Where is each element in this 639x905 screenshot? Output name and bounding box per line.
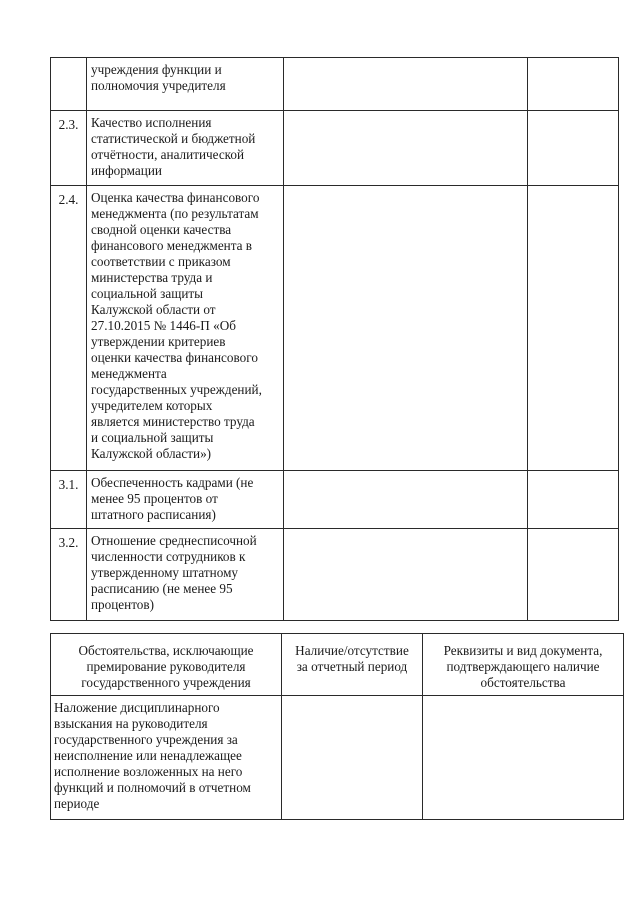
criterion-cell: Отношение среднесписочной численности сотрудников к утвержденному штатному расписанию (не менее 95 процентов) <box>87 529 284 621</box>
value-cell <box>284 529 528 621</box>
table-row <box>51 696 624 820</box>
note-cell <box>528 186 619 471</box>
criterion-cell: Качество исполнения статистической и бюджетной отчётности, аналитической информации <box>87 111 284 186</box>
header-circumstances: Обстоятельства, исключающие премирование руководителя государственного учреждения <box>51 634 282 696</box>
value-cell <box>284 471 528 529</box>
criterion-cell: учреждения функции и полномочия учредителя <box>87 58 284 111</box>
header-document: Реквизиты и вид документа, подтверждающего наличие обстоятельства <box>423 634 624 696</box>
criterion-cell: Оценка качества финансового менеджмента (по результатам сводной оценки качества финансового менеджмента в соответствии с приказом министерства труда и социальной защиты Калужской области от 27.10.2015 № 1446-П «Об утверждении критериев оценки качества финансового менеджмента государственных учреждений, учредителем которых является министерство труда и социальной защиты Калужской области») <box>87 186 284 471</box>
table-row <box>51 186 619 471</box>
row-number: 2.4. <box>51 186 87 471</box>
criterion-cell: Обеспеченность кадрами (не менее 95 процентов от штатного расписания) <box>87 471 284 529</box>
value-cell <box>284 111 528 186</box>
criteria-table <box>50 57 619 621</box>
value-cell <box>284 186 528 471</box>
note-cell <box>528 471 619 529</box>
note-cell <box>528 111 619 186</box>
note-cell <box>528 58 619 111</box>
table-row <box>51 58 619 111</box>
circumstances-table <box>50 633 624 820</box>
circumstance-cell: Наложение дисциплинарного взыскания на руководителя государственного учреждения за неисполнение или ненадлежащее исполнение возложенных на него функций и полномочий в отчетном периоде <box>51 696 282 820</box>
value-cell <box>284 58 528 111</box>
row-number: 3.1. <box>51 471 87 529</box>
table-row <box>51 471 619 529</box>
row-number <box>51 58 87 111</box>
document-cell <box>423 696 624 820</box>
note-cell <box>528 529 619 621</box>
presence-cell <box>282 696 423 820</box>
row-number: 3.2. <box>51 529 87 621</box>
table-row <box>51 111 619 186</box>
table-row <box>51 529 619 621</box>
row-number: 2.3. <box>51 111 87 186</box>
table-header-row <box>51 634 624 696</box>
header-presence: Наличие/отсутствие за отчетный период <box>282 634 423 696</box>
